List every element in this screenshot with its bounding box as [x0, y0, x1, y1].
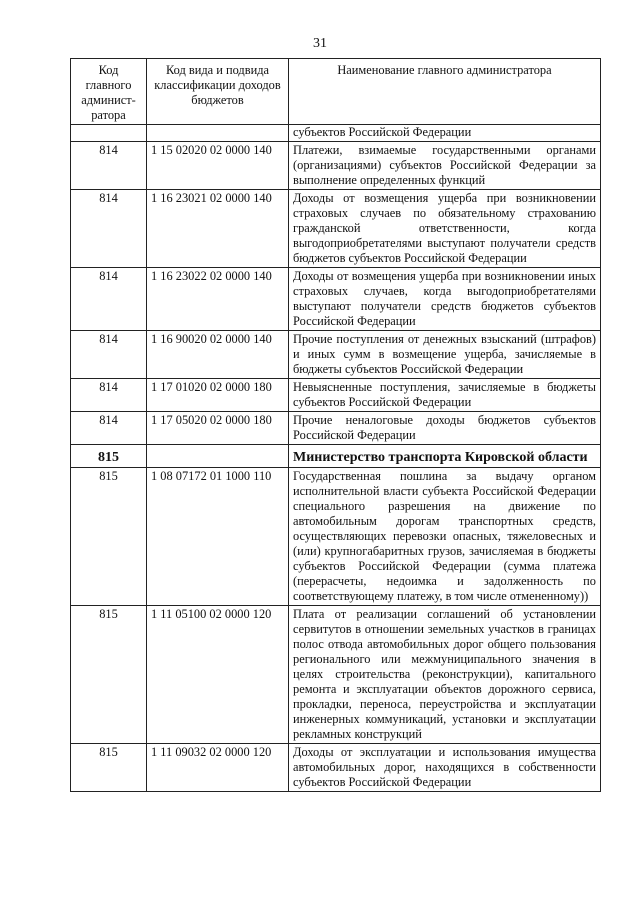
cell-code: 815	[71, 744, 147, 792]
cell-name: Прочие неналоговые доходы бюджетов субъектов Российской Федерации	[289, 412, 601, 445]
table-row	[71, 744, 601, 792]
cell-kbk: 1 11 09032 02 0000 120	[147, 744, 289, 792]
cell-kbk: 1 16 23021 02 0000 140	[147, 190, 289, 268]
cell-kbk: 1 17 05020 02 0000 180	[147, 412, 289, 445]
cell-name: Доходы от возмещения ущерба при возникновении страховых случаев по обязательному страхованию гражданской ответственности, когда выгодоприобретателями выступают получатели средств бюджетов субъектов Российской Федерации	[289, 190, 601, 268]
cell-name: Государственная пошлина за выдачу органом исполнительной власти субъекта Российской Федерации специального разрешения на движение по автомобильным дорогам транспортных средств, осуществляющих перевозки опасных, тяжеловесных и (или) крупногабаритных грузов, зачисляемая в бюджеты субъектов Российской Федерации (сумма платежа (перерасчеты, недоимка и задолженность по соответствующему платежу, в том числе отмененному))	[289, 468, 601, 606]
cell-code: 814	[71, 331, 147, 379]
cell-kbk	[147, 125, 289, 142]
table-row	[71, 606, 601, 744]
cell-code: 815	[71, 606, 147, 744]
table-row	[71, 142, 601, 190]
cell-code	[71, 125, 147, 142]
table-row	[71, 331, 601, 379]
administrator-name: Министерство транспорта Кировской области	[289, 445, 601, 468]
table-header-row	[71, 59, 601, 125]
cell-code: 815	[71, 445, 147, 468]
cell-code: 814	[71, 190, 147, 268]
administrator-heading-row	[71, 445, 601, 468]
cell-name: Невыясненные поступления, зачисляемые в бюджеты субъектов Российской Федерации	[289, 379, 601, 412]
table-row	[71, 190, 601, 268]
cell-code: 814	[71, 268, 147, 331]
revenue-administrators-table	[70, 58, 601, 792]
cell-name: Прочие поступления от денежных взысканий (штрафов) и иных сумм в возмещение ущерба, зачисляемые в бюджеты субъектов Российской Федерации	[289, 331, 601, 379]
page-number: 31	[313, 36, 327, 51]
table-row	[71, 379, 601, 412]
header-name: Наименование главного администратора	[289, 59, 601, 125]
cell-kbk: 1 16 23022 02 0000 140	[147, 268, 289, 331]
cell-name: Доходы от возмещения ущерба при возникновении иных страховых случаев, когда выгодоприобретателями выступают получатели средств бюджетов субъектов Российской Федерации	[289, 268, 601, 331]
cell-name: Доходы от эксплуатации и использования имущества автомобильных дорог, находящихся в собственности субъектов Российской Федерации	[289, 744, 601, 792]
header-kbk: Код вида и подвида классификации доходов бюджетов	[147, 59, 289, 125]
cell-kbk: 1 16 90020 02 0000 140	[147, 331, 289, 379]
table-row	[71, 412, 601, 445]
table-row	[71, 468, 601, 606]
cell-code: 814	[71, 412, 147, 445]
cell-kbk: 1 17 01020 02 0000 180	[147, 379, 289, 412]
cell-code: 814	[71, 142, 147, 190]
cell-name: Платежи, взимаемые государственными органами (организациями) субъектов Российской Федерации за выполнение определенных функций	[289, 142, 601, 190]
cell-name: Плата от реализации соглашений об установлении сервитутов в отношении земельных участков в границах полос отвода автомобильных дорог общего пользования регионального или межмуниципального значения в целях строительства (реконструкции), капитального ремонта и эксплуатации объектов дорожного сервиса, прокладки, переноса, переустройства и эксплуатации инженерных коммуникаций, установки и эксплуатации рекламных конструкций	[289, 606, 601, 744]
table-row	[71, 125, 601, 142]
cell-name: субъектов Российской Федерации	[289, 125, 601, 142]
cell-code: 814	[71, 379, 147, 412]
cell-kbk: 1 15 02020 02 0000 140	[147, 142, 289, 190]
cell-code: 815	[71, 468, 147, 606]
cell-kbk: 1 11 05100 02 0000 120	[147, 606, 289, 744]
header-admin-code: Код главного админист-ратора	[71, 59, 147, 125]
cell-kbk	[147, 445, 289, 468]
cell-kbk: 1 08 07172 01 1000 110	[147, 468, 289, 606]
table-row	[71, 268, 601, 331]
